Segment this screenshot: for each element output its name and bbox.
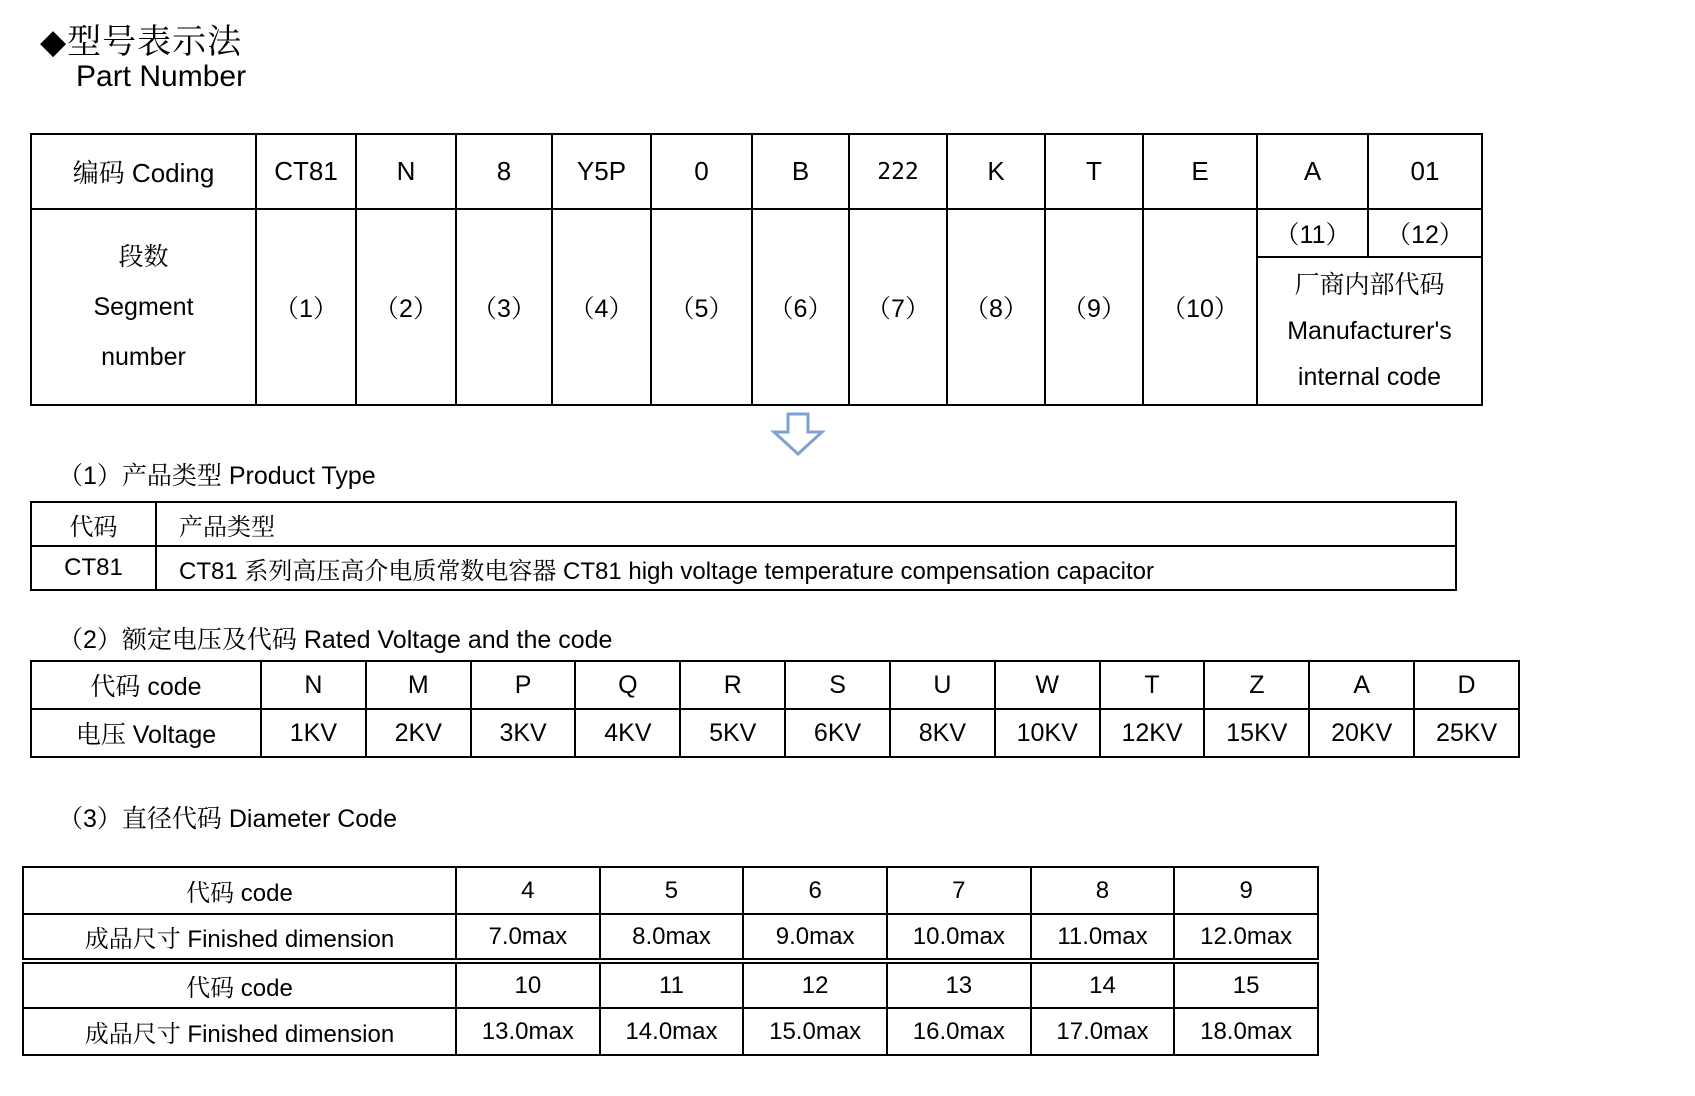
voltage-code-cell: U [890, 661, 995, 709]
voltage-value-cell: 3KV [471, 709, 576, 757]
diameter-code-cell: 7 [887, 867, 1031, 914]
finished-dimension-cell: 8.0max [600, 914, 744, 961]
voltage-code-label-cell: 代码 code [31, 661, 261, 709]
voltage-code-cell: N [261, 661, 366, 709]
voltage-value-cell: 10KV [995, 709, 1100, 757]
voltage-code-cell: D [1414, 661, 1519, 709]
section-heading-diameter-code: （3）直径代码 Diameter Code [58, 805, 397, 833]
finished-dimension-label-cell: 成品尺寸 Finished dimension [23, 914, 456, 961]
diameter-code-cell: 15 [1174, 961, 1318, 1008]
segment-number-cell: （3） [456, 209, 552, 405]
segment-number-cell: （5） [651, 209, 752, 405]
voltage-code-cell: T [1100, 661, 1205, 709]
finished-dimension-cell: 10.0max [887, 914, 1031, 961]
segment-number-cell: （12） [1368, 209, 1482, 257]
diameter-code-cell: 4 [456, 867, 600, 914]
diameter-code-table [22, 866, 1319, 1056]
code-cell: B [752, 134, 849, 209]
diameter-code-cell: 13 [887, 961, 1031, 1008]
voltage-code-cell: W [995, 661, 1100, 709]
voltage-value-cell: 1KV [261, 709, 366, 757]
rated-voltage-table [30, 660, 1520, 758]
diameter-code-cell: 8 [1031, 867, 1175, 914]
manufacturer-internal-code-cell [1257, 257, 1482, 405]
voltage-label-cell: 电压 Voltage [31, 709, 261, 757]
diameter-code-label-cell: 代码 code [23, 961, 456, 1008]
code-cell: 01 [1368, 134, 1482, 209]
finished-dimension-cell: 11.0max [1031, 914, 1175, 961]
segment-number-cell: （11） [1257, 209, 1368, 257]
segment-number-cell: （6） [752, 209, 849, 405]
finished-dimension-cell: 9.0max [743, 914, 887, 961]
diameter-code-cell: 9 [1174, 867, 1318, 914]
code-cell: E [1143, 134, 1257, 209]
voltage-value-cell: 20KV [1309, 709, 1414, 757]
voltage-code-cell: Z [1204, 661, 1309, 709]
voltage-code-cell: P [471, 661, 576, 709]
code-cell: A [1257, 134, 1368, 209]
finished-dimension-cell: 15.0max [743, 1008, 887, 1055]
voltage-value-cell: 25KV [1414, 709, 1519, 757]
type-header-cell: 产品类型 [156, 502, 1456, 546]
diameter-code-label-cell: 代码 code [23, 867, 456, 914]
voltage-value-cell: 15KV [1204, 709, 1309, 757]
code-cell: 0 [651, 134, 752, 209]
voltage-value-cell: 2KV [366, 709, 471, 757]
voltage-code-cell: S [785, 661, 890, 709]
type-value-cell: CT81 系列高压高介电质常数电容器 CT81 high voltage temperature compensation capacitor [156, 546, 1456, 590]
voltage-value-cell: 12KV [1100, 709, 1205, 757]
code-cell: Y5P [552, 134, 651, 209]
page-title-zh: ◆型号表示法 [40, 23, 243, 61]
code-cell: CT81 [256, 134, 356, 209]
segment-number-cell: （7） [849, 209, 947, 405]
page-title-en: Part Number [76, 60, 247, 93]
voltage-value-cell: 4KV [575, 709, 680, 757]
code-cell: T [1045, 134, 1143, 209]
manufacturer-code-en2: internal code [1297, 363, 1442, 391]
code-cell: K [947, 134, 1045, 209]
finished-dimension-cell: 13.0max [456, 1008, 600, 1055]
diameter-code-cell: 10 [456, 961, 600, 1008]
voltage-code-cell: A [1309, 661, 1414, 709]
segment-number-cell: （9） [1045, 209, 1143, 405]
segment-number-cell: （1） [256, 209, 356, 405]
diameter-code-cell: 14 [1031, 961, 1175, 1008]
finished-dimension-cell: 17.0max [1031, 1008, 1175, 1055]
voltage-code-cell: Q [575, 661, 680, 709]
diameter-code-cell: 12 [743, 961, 887, 1008]
diameter-code-cell: 6 [743, 867, 887, 914]
finished-dimension-cell: 12.0max [1174, 914, 1318, 961]
finished-dimension-cell: 7.0max [456, 914, 600, 961]
voltage-value-cell: 8KV [890, 709, 995, 757]
coding-label-cell: 编码 Coding [31, 134, 256, 209]
down-arrow-icon [770, 412, 826, 456]
diameter-code-cell: 5 [600, 867, 744, 914]
code-value-cell: CT81 [31, 546, 156, 590]
part-number-coding-table [30, 133, 1483, 406]
down-arrow-shape [774, 414, 822, 454]
code-header-cell: 代码 [31, 502, 156, 546]
voltage-value-cell: 5KV [680, 709, 785, 757]
voltage-code-cell: R [680, 661, 785, 709]
product-type-table [30, 501, 1457, 591]
segment-label-en2: number [101, 343, 186, 371]
code-cell: 8 [456, 134, 552, 209]
section-heading-product-type: （1）产品类型 Product Type [58, 462, 376, 490]
voltage-value-cell: 6KV [785, 709, 890, 757]
finished-dimension-cell: 16.0max [887, 1008, 1031, 1055]
segment-number-cell: （2） [356, 209, 456, 405]
finished-dimension-cell: 18.0max [1174, 1008, 1318, 1055]
code-cell: N [356, 134, 456, 209]
code-cell: 222 [849, 134, 947, 209]
segment-label-en1: Segment [93, 293, 194, 321]
manufacturer-code-zh: 厂商内部代码 [1294, 271, 1445, 299]
segment-number-cell: （4） [552, 209, 651, 405]
segment-label-zh: 段数 [118, 243, 169, 271]
manufacturer-code-en1: Manufacturer's [1287, 317, 1452, 345]
diameter-code-cell: 11 [600, 961, 744, 1008]
finished-dimension-label-cell: 成品尺寸 Finished dimension [23, 1008, 456, 1055]
segment-label-cell [31, 209, 256, 405]
voltage-code-cell: M [366, 661, 471, 709]
segment-number-cell: （10） [1143, 209, 1257, 405]
section-heading-rated-voltage: （2）额定电压及代码 Rated Voltage and the code [58, 626, 613, 654]
finished-dimension-cell: 14.0max [600, 1008, 744, 1055]
segment-number-cell: （8） [947, 209, 1045, 405]
